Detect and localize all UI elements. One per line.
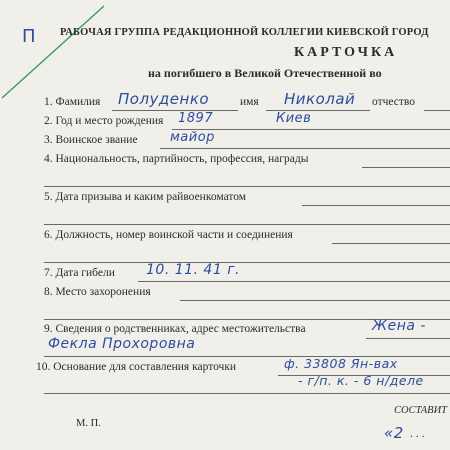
field-1-label: 1. Фамилия xyxy=(44,96,101,108)
field-3-rank: майор xyxy=(170,130,215,145)
card-title: КАРТОЧКА xyxy=(294,45,398,60)
field-7-date: 10. 11. 41 г. xyxy=(146,262,240,278)
field-1-name-label: имя xyxy=(240,96,259,108)
footer-date-mark: «2 xyxy=(384,424,404,442)
corner-mark: П xyxy=(22,26,36,47)
card-subtitle: на погибшего в Великой Отечественной во xyxy=(148,66,382,80)
field-3-label: 3. Воинское звание xyxy=(44,134,138,146)
corner-stroke xyxy=(0,0,110,100)
field-10-basis-1: ф. 33808 Ян-вах xyxy=(284,356,398,371)
field-9-relative-1: Жена - xyxy=(372,318,426,334)
field-2-year: 1897 xyxy=(178,111,214,126)
field-4-label: 4. Национальность, партийность, профессия, награды xyxy=(44,153,309,165)
field-2-label: 2. Год и место рождения xyxy=(44,115,164,127)
field-3-line xyxy=(160,148,450,149)
field-1-name: Николай xyxy=(284,90,356,108)
field-6-line-a xyxy=(332,243,450,244)
field-5-label: 5. Дата призыва и каким райвоенкоматом xyxy=(44,191,247,203)
field-7-line xyxy=(138,281,450,282)
field-10-line-b xyxy=(44,393,450,394)
field-9-label: 9. Сведения о родственниках, адрес местожительства xyxy=(44,323,306,335)
field-5-line-b xyxy=(44,224,450,225)
field-4-line-b xyxy=(44,186,450,187)
field-7-label: 7. Дата гибели xyxy=(44,267,115,279)
field-10-basis-2: - г/п. к. - 6 н/деле xyxy=(298,373,424,388)
field-1-line-c xyxy=(424,110,450,111)
field-5-line-a xyxy=(302,205,450,206)
field-4-line-a xyxy=(362,167,450,168)
field-6-label: 6. Должность, номер воинской части и соединения xyxy=(44,229,293,241)
field-8-line-a xyxy=(180,300,450,301)
field-8-label: 8. Место захоронения xyxy=(44,286,151,298)
footer-dots: ... xyxy=(410,428,428,440)
field-2-place: Киев xyxy=(276,111,312,126)
header-group: РАБОЧАЯ ГРУППА РЕДАКЦИОННОЙ КОЛЛЕГИИ КИЕВСКОЙ ГОРОД xyxy=(60,27,429,38)
field-1-line-a xyxy=(112,110,238,111)
footer-mp: М. П. xyxy=(76,418,101,429)
field-1-patronymic-label: отчество xyxy=(372,96,416,108)
field-6-line-b xyxy=(44,262,450,263)
field-9-relative-2: Фекла Прохоровна xyxy=(48,336,196,352)
field-10-label: 10. Основание для составления карточки xyxy=(36,361,237,373)
field-9-line-a xyxy=(366,338,450,339)
footer-compiled: СОСТАВИТ xyxy=(394,405,448,416)
field-1-surname: Полуденко xyxy=(118,90,210,108)
